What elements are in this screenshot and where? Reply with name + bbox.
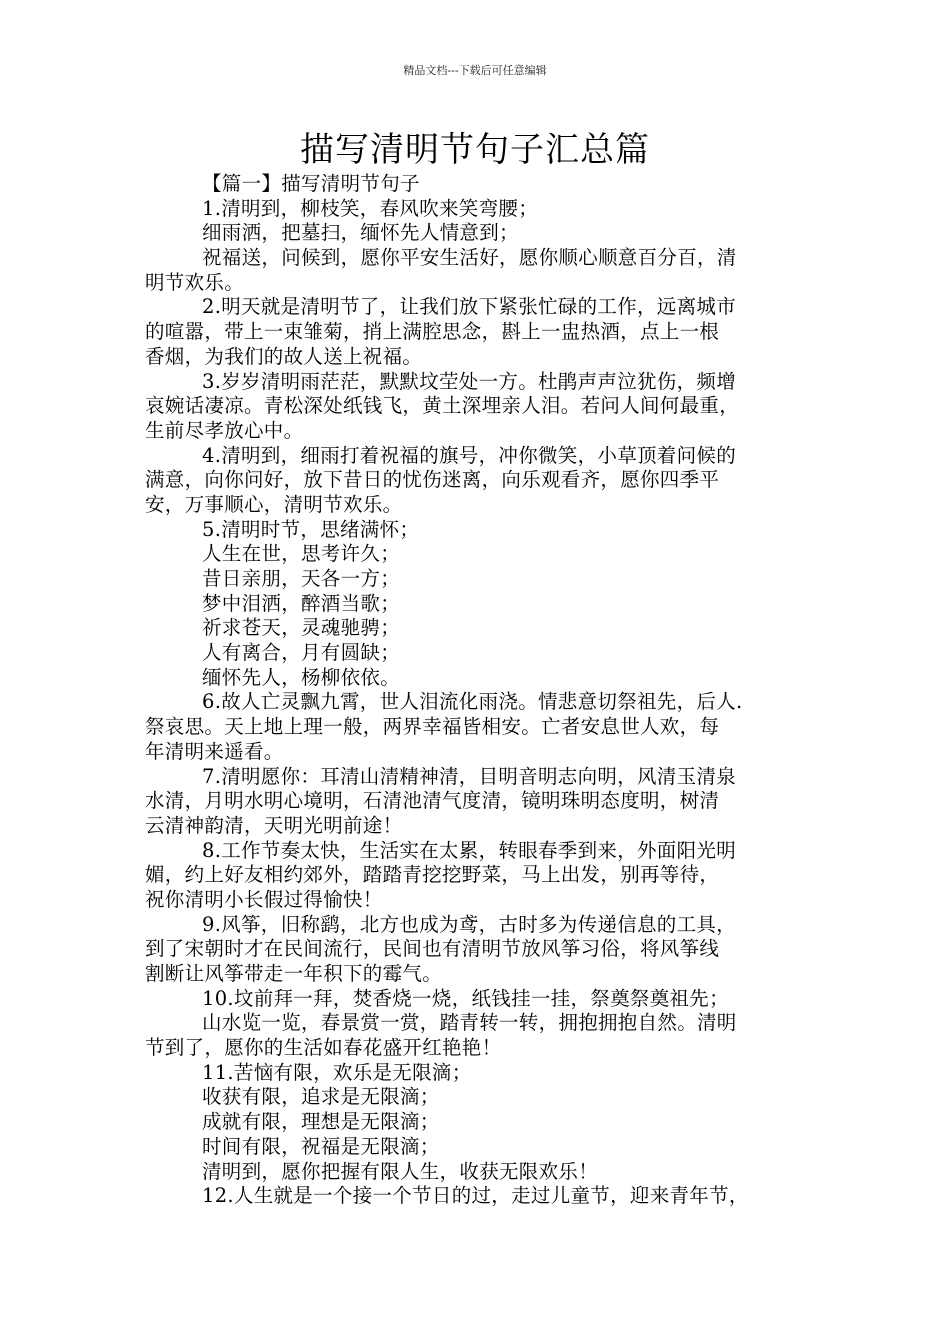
body-line: 的喧嚣，带上一束雏菊，捎上满腔思念，斟上一盅热酒，点上一根 bbox=[145, 320, 720, 344]
body-line: 6.故人亡灵飘九霄，世人泪流化雨浇。情悲意切祭祖先，后人. bbox=[202, 690, 743, 714]
body-line: 时间有限，祝福是无限滴； bbox=[202, 1134, 440, 1158]
body-line: 缅怀先人，杨柳依依。 bbox=[202, 665, 401, 689]
body-line: 到了宋朝时才在民间流行，民间也有清明节放风筝习俗，将风筝线 bbox=[145, 937, 720, 961]
page-header-note: 精品文档---下载后可任意编辑 bbox=[403, 64, 547, 77]
body-line: 8.工作节奏太快，生活实在太累，转眼春季到来，外面阳光明 bbox=[202, 838, 737, 862]
body-line: 人有离合，月有圆缺； bbox=[202, 641, 401, 665]
body-line: 哀婉话凄凉。青松深处纸钱飞，黄土深埋亲人泪。若问人间何最重， bbox=[145, 394, 740, 418]
body-line: 3.岁岁清明雨茫茫，默默坟茔处一方。杜鹃声声泣犹伤，频增 bbox=[202, 369, 737, 393]
body-line: 梦中泪洒，醉酒当歌； bbox=[202, 591, 401, 615]
body-line: 节到了，愿你的生活如春花盛开红艳艳！ bbox=[145, 1036, 502, 1060]
body-line: 明节欢乐。 bbox=[145, 270, 245, 294]
body-line: 12.人生就是一个接一个节日的过，走过儿童节，迎来青年节， bbox=[202, 1184, 749, 1208]
body-line: 割断让风筝带走一年积下的霉气。 bbox=[145, 962, 443, 985]
body-line: 9.风筝，旧称鹞，北方也成为鸢，古时多为传递信息的工具， bbox=[202, 912, 737, 936]
body-line: 生前尽孝放心中。 bbox=[145, 418, 304, 442]
body-line: 【篇一】描写清明节句子 bbox=[202, 172, 420, 195]
body-line: 5.清明时节，思绪满怀； bbox=[202, 517, 420, 541]
body-line: 香烟，为我们的故人送上祝福。 bbox=[145, 344, 423, 368]
body-line: 4.清明到，细雨打着祝福的旗号，冲你微笑，小草顶着问候的 bbox=[202, 443, 737, 467]
body-line: 7.清明愿你：耳清山清精神清，目明音明志向明，风清玉清泉 bbox=[202, 764, 737, 788]
body-line: 祈求苍天，灵魂驰骋； bbox=[202, 616, 401, 640]
body-line: 10.坟前拜一拜，焚香烧一烧，纸钱挂一挂，祭奠祭奠祖先； bbox=[202, 986, 729, 1010]
body-line: 云清神韵清，天明光明前途！ bbox=[145, 813, 403, 837]
body-line: 祝福送，问候到，愿你平安生活好，愿你顺心顺意百分百，清 bbox=[202, 246, 737, 270]
body-line: 人生在世，思考许久； bbox=[202, 542, 401, 566]
body-line: 2.明天就是清明节了，让我们放下紧张忙碌的工作，远离城市 bbox=[202, 295, 737, 319]
body-line: 清明到，愿你把握有限人生，收获无限欢乐！ bbox=[202, 1159, 599, 1183]
body-line: 祝你清明小长假过得愉快！ bbox=[145, 887, 383, 911]
body-line: 年清明来遥看。 bbox=[145, 739, 284, 763]
body-line: 昔日亲朋，天各一方； bbox=[202, 567, 401, 590]
body-line: 收获有限，追求是无限滴； bbox=[202, 1085, 440, 1109]
body-line: 1.清明到，柳枝笑，春风吹来笑弯腰； bbox=[202, 196, 539, 220]
body-line: 11.苦恼有限，欢乐是无限滴； bbox=[202, 1060, 472, 1084]
body-line: 细雨洒，把墓扫，缅怀先人情意到； bbox=[202, 221, 519, 245]
body-line: 山水览一览，春景赏一赏，踏青转一转，拥抱拥抱自然。清明 bbox=[202, 1011, 737, 1035]
body-line: 祭哀思。天上地上理一般，两界幸福皆相安。亡者安息世人欢，每 bbox=[145, 715, 720, 739]
document-title: 描写清明节句子汇总篇 bbox=[300, 130, 650, 170]
document-body bbox=[145, 172, 825, 1209]
body-line: 成就有限，理想是无限滴； bbox=[202, 1110, 440, 1134]
body-line: 媚，约上好友相约郊外，踏踏青挖挖野菜，马上出发，别再等待， bbox=[145, 863, 720, 887]
body-line: 安，万事顺心，清明节欢乐。 bbox=[145, 492, 403, 516]
body-line: 满意，向你问好，放下昔日的忧伤迷离，向乐观看齐，愿你四季平 bbox=[145, 468, 720, 492]
body-line: 水清，月明水明心境明，石清池清气度清，镜明珠明态度明，树清 bbox=[145, 789, 720, 813]
